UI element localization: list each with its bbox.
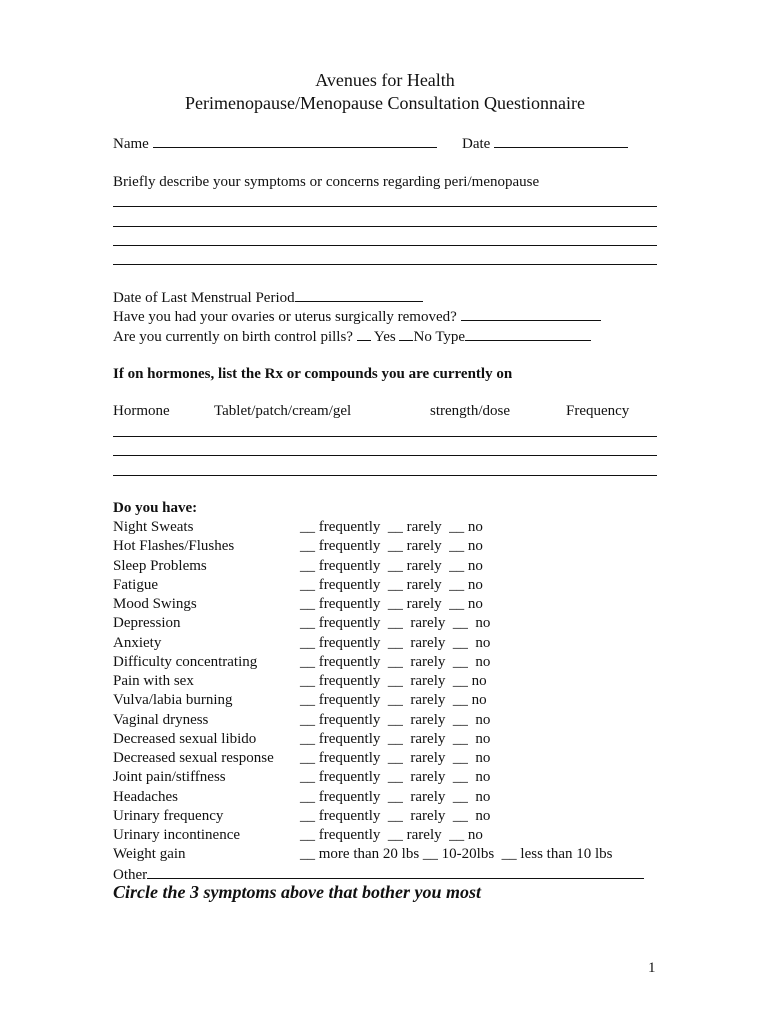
symptom-name: Weight gain [113, 846, 186, 862]
symptom-name: Decreased sexual response [113, 750, 274, 766]
hormone-col-frequency: Frequency [566, 403, 630, 419]
symptom-options[interactable]: __ frequently __ rarely __ no [300, 635, 491, 651]
hormone-col-hormone: Hormone [113, 403, 170, 419]
symptom-name: Urinary frequency [113, 808, 224, 824]
hormone-col-dose: strength/dose [430, 403, 510, 419]
symptom-name: Depression [113, 615, 181, 631]
symptom-options[interactable]: __ frequently __ rarely __ no [300, 712, 491, 728]
lmp-row [113, 288, 423, 307]
lmp-label: Date of Last Menstrual Period [113, 290, 295, 306]
hormone-line-1[interactable] [113, 436, 657, 437]
hormone-line-2[interactable] [113, 455, 657, 456]
form-title: Perimenopause/Menopause Consultation Questionnaire [185, 93, 585, 113]
other-label: Other [113, 867, 148, 883]
bcp-label: Are you currently on birth control pills? [113, 329, 353, 345]
symptom-options[interactable]: __ frequently __ rarely __ no [300, 827, 483, 843]
date-label: Date [462, 136, 491, 152]
name-row [113, 134, 437, 153]
symptom-options[interactable]: __ frequently __ rarely __ no [300, 692, 487, 708]
removed-field[interactable] [461, 307, 601, 321]
bcp-yes-label: Yes [373, 329, 396, 345]
symptom-name: Pain with sex [113, 673, 194, 689]
bcp-no-label: No [413, 329, 432, 345]
symptom-options[interactable]: __ frequently __ rarely __ no [300, 789, 491, 805]
hormones-heading: If on hormones, list the Rx or compounds you are currently on [113, 366, 513, 382]
symptom-name: Hot Flashes/Flushes [113, 538, 235, 554]
symptom-name: Urinary incontinence [113, 827, 241, 843]
symptom-name: Joint pain/stiffness [113, 769, 226, 785]
symptom-options[interactable]: __ frequently __ rarely __ no [300, 654, 491, 670]
bcp-type-label: Type [435, 329, 466, 345]
symptom-name: Decreased sexual libido [113, 731, 257, 747]
symptom-options[interactable]: __ frequently __ rarely __ no [300, 673, 487, 689]
describe-line-1[interactable] [113, 206, 657, 207]
symptom-name: Sleep Problems [113, 558, 207, 574]
symptom-name: Anxiety [113, 635, 162, 651]
describe-line-3[interactable] [113, 245, 657, 246]
hormone-line-3[interactable] [113, 475, 657, 476]
do-you-have-heading: Do you have: [113, 500, 198, 516]
lmp-field[interactable] [295, 288, 423, 302]
symptom-options[interactable]: __ frequently __ rarely __ no [300, 519, 483, 535]
describe-line-4[interactable] [113, 264, 657, 265]
bcp-yes-blank[interactable] [357, 327, 371, 341]
removed-row [113, 307, 601, 326]
symptom-options[interactable]: __ frequently __ rarely __ no [300, 808, 491, 824]
symptom-options[interactable]: __ frequently __ rarely __ no [300, 577, 483, 593]
symptom-name: Vulva/labia burning [113, 692, 233, 708]
symptom-name: Mood Swings [113, 596, 197, 612]
circle-instruction: Circle the 3 symptoms above that bother you most [113, 882, 481, 902]
describe-prompt: Briefly describe your symptoms or concerns regarding peri/menopause [113, 174, 540, 190]
name-label: Name [113, 136, 149, 152]
symptom-name: Night Sweats [113, 519, 194, 535]
hormone-col-form: Tablet/patch/cream/gel [214, 403, 352, 419]
symptom-options[interactable]: __ frequently __ rarely __ no [300, 538, 483, 554]
date-field[interactable] [494, 134, 628, 148]
removed-label: Have you had your ovaries or uterus surgically removed? [113, 309, 457, 325]
symptom-options[interactable]: __ frequently __ rarely __ no [300, 596, 483, 612]
symptom-name: Vaginal dryness [113, 712, 209, 728]
form-title-org: Avenues for Health [315, 70, 455, 90]
describe-line-2[interactable] [113, 226, 657, 227]
symptom-name: Fatigue [113, 577, 158, 593]
bcp-no-blank[interactable] [399, 327, 413, 341]
other-field[interactable] [147, 865, 644, 879]
symptom-options[interactable]: __ more than 20 lbs __ 10-20lbs __ less than 10 lbs [300, 846, 613, 862]
date-row [462, 134, 628, 153]
bcp-type-field[interactable] [465, 327, 591, 341]
symptom-options[interactable]: __ frequently __ rarely __ no [300, 731, 491, 747]
symptom-name: Headaches [113, 789, 178, 805]
bcp-row [113, 327, 591, 346]
page-number: 1 [648, 960, 656, 976]
name-field[interactable] [153, 134, 437, 148]
symptom-options[interactable]: __ frequently __ rarely __ no [300, 558, 483, 574]
symptom-options[interactable]: __ frequently __ rarely __ no [300, 750, 491, 766]
symptom-options[interactable]: __ frequently __ rarely __ no [300, 769, 491, 785]
symptom-name: Difficulty concentrating [113, 654, 258, 670]
symptom-options[interactable]: __ frequently __ rarely __ no [300, 615, 491, 631]
